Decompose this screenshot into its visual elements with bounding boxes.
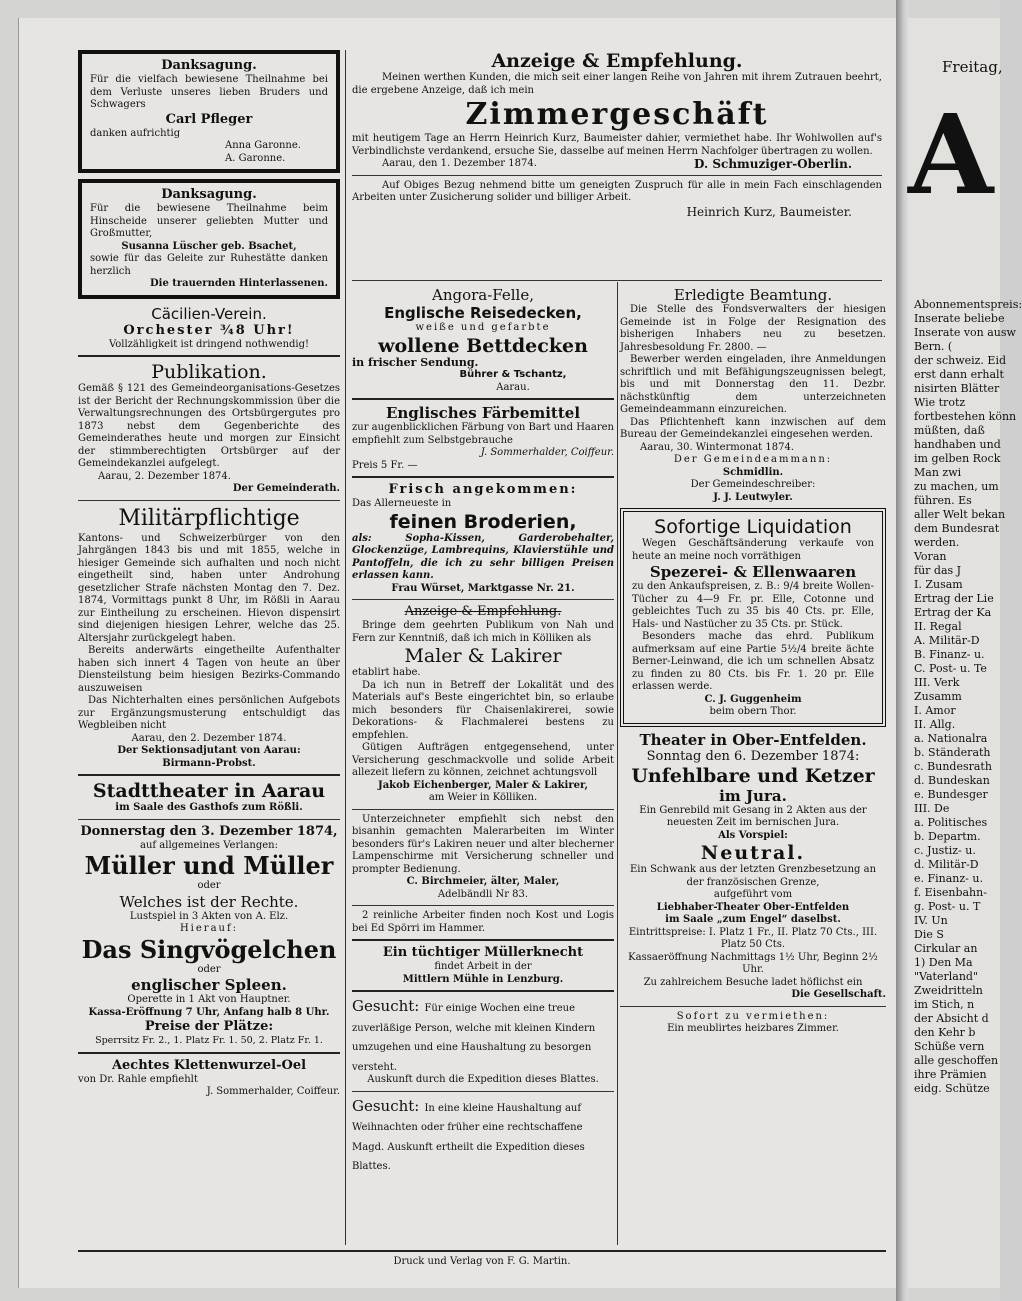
thanks-title: Danksagung. (161, 187, 257, 202)
notice-date: Aarau, 30. Wintermonat 1874. (640, 441, 794, 453)
place: beim obern Thor. (709, 706, 797, 717)
ad-text: Das Allerneueste in (352, 498, 452, 509)
next-page-line: II. Allg. (914, 718, 956, 731)
next-page-line: g. Post- u. T (914, 900, 981, 913)
ad-text: oder (197, 963, 221, 975)
caecilien-notice (78, 305, 340, 352)
ad-title: wollene Bettdecken (378, 334, 588, 357)
goods-title: Spezerei- & Ellenwaaren (649, 563, 857, 581)
prices-title: Preise der Plätze: (144, 1019, 274, 1034)
next-page-line: werden. (914, 536, 960, 549)
lamp-painter-ad (352, 814, 614, 902)
ad-title: Angora-Felle, (431, 286, 534, 304)
next-page-line: Ertrag der Ka (914, 606, 992, 619)
miller-ad (352, 945, 614, 986)
lodging-ad: 2 reinliche Arbeiter finden noch Kost und Logis bei Ed Spörri im Hammer. (352, 910, 614, 934)
next-page-line: Inserate beliebe (914, 312, 1005, 325)
ad-text: weiße und gefarbte (415, 322, 551, 333)
next-page-line: zu machen, um (914, 480, 999, 493)
ad-title: Anzeige & Empfehlung. (491, 50, 743, 72)
notice-text: Das Pflichtenheft kann inzwischen auf dem Bureau der Gemeindekanzlei eingesehen werden. (620, 416, 886, 440)
ad-title: Aechtes Klettenwurzel-Oel (111, 1057, 307, 1073)
next-page-line: Schüße vern (914, 1040, 985, 1053)
next-page-line: der schweiz. Eid (914, 354, 1007, 367)
next-page-line: 1) Den Ma (914, 956, 973, 969)
signature: D. Schmuziger-Oberlin. (694, 157, 852, 171)
next-page-line: für das J (914, 564, 962, 577)
next-page-line: c. Bundesrath (914, 760, 992, 773)
ad-text: Gütigen Aufträgen entgegensehend, unter Versicherung geschmackvolle und solide Arbeit allezeit liefern zu können, zeichnet achtungsvoll (352, 742, 614, 778)
signature: Anna Garonne. (225, 140, 301, 151)
business-name: Zimmergeschäft (465, 97, 769, 132)
next-page-line: a. Politisches (914, 816, 988, 829)
performance-date: Donnerstag den 3. Dezember 1874, (80, 823, 338, 839)
place: am Weier in Kölliken. (428, 792, 538, 803)
next-page-line: müßten, daß (914, 424, 985, 437)
ad-text: Da ich nun in Betreff der Lokalität und des Materials auf's Beste eingerichtet bin, so erlaube mich besonders für Chaisenlakirerei, sowie Dekorations- & Flachmalerei bestens zu empfehlen. (352, 679, 614, 741)
wanted-ad-1 (352, 996, 614, 1087)
signature: Jakob Eichenberger, Maler & Lakirer, (377, 779, 589, 791)
trade-title: Maler & Lakirer (404, 645, 562, 667)
ad-text: Operette in 1 Akt von Hauptner. (127, 994, 291, 1005)
ad-times: Kassa-Eröffnung 7 Uhr, Anfang halb 8 Uhr. (88, 1006, 330, 1018)
notice-date: Aarau, den 2. Dezember 1874. (131, 732, 287, 744)
notice-title: Publikation. (151, 361, 267, 383)
next-page-line: e. Bundesger (914, 788, 988, 801)
club-title: Cäcilien-Verein. (151, 304, 267, 323)
ad-title: Gesucht: (352, 1096, 420, 1115)
next-page-line: nisirten Blätter (914, 382, 1000, 395)
next-page-line: Bern. ( (914, 340, 953, 353)
notice-text: Kantons- und Schweizerbürger von den Jahrgängen 1843 bis und mit 1855, welche in hiesiger Gemeinde sich aufhalten und noch nicht eingetheilt sind, haben unter Androhung gesetzlicher Strafe nächsten Montag den 7. Dez. 1874, Vormittags punkt 8 Uhr, im Rößli in Aarau zur Eintheilung zu erscheinen. Hievon dispensirt sind diejenigen hiesigen Lehrer, welche das 25. Altersjahr zurückgelegt haben. (78, 532, 340, 644)
next-page-line: III. De (914, 802, 950, 815)
column-1 (78, 50, 340, 1099)
next-page-line: Voran (914, 550, 947, 563)
theater-aarau-ad (78, 780, 340, 1048)
next-page-line: im gelben Rock (914, 452, 1001, 465)
ad-text: in frischer Sendung. (352, 355, 479, 369)
next-page-line: f. Eisenbahn- (914, 886, 987, 899)
notice-title: Militärpflichtige (118, 505, 300, 531)
thanks-notice-1 (78, 50, 340, 173)
ad-text: Ein Schwank aus der letzten Grenzbesetzung an der französischen Grenze, (629, 864, 877, 888)
play-title: Das Singvögelchen (81, 934, 337, 964)
ad-text: Auf Obiges Bezug nehmend bitte um geneigten Zuspruch für alle in mein Fach einschlagenden Arbeiten unter Zusicherung solider und billiger Arbeit. (352, 179, 882, 203)
next-page-line: den Kehr b (914, 1026, 976, 1039)
location: im Saale „zum Engel“ daselbst. (665, 914, 841, 925)
ad-title: Anzeige & Empfehlung. (404, 604, 562, 619)
notice-text: Gemäß § 121 des Gemeindeorganisations-Gesetzes ist der Bericht der Rechnungskommission über die Verwaltungsrechnungen des Ortsbürgergutes pro 1873 nebst dem Gegenberichte des Gemeinderathes heute und morgen zur Einsicht der stimmberechtigten Ortsbürger auf der Gemeindekanzlei aufgelegt. (78, 383, 340, 469)
next-page-line: eidg. Schütze (914, 1082, 990, 1095)
signature: Der Sektionsadjutant von Aarau: (117, 745, 301, 756)
column-2 (352, 286, 614, 1174)
ad-text: Wegen Geschäftsänderung verkaufe von heute an meine noch vorräthigen (632, 538, 874, 562)
signature: Die trauernden Hinterlassenen. (149, 278, 328, 289)
room-rent-ad (620, 1011, 886, 1036)
ad-title: Sofortige Liquidation (654, 516, 852, 538)
signature: Der Gemeinderath. (232, 483, 340, 494)
column-rule (345, 50, 346, 1245)
signature-role: Der Gemeindeammann: (673, 454, 833, 465)
next-page-line: der Absicht d (914, 1012, 989, 1025)
play-title: Müller und Müller (84, 851, 334, 880)
next-page-line: Wie trotz (914, 396, 966, 409)
ad-title: Theater in Ober-Entfelden. (639, 730, 867, 749)
military-notice (78, 505, 340, 771)
next-page-line: im Stich, n (914, 998, 975, 1011)
notice-text: Die Stelle des Fondsverwalters der hiesigen Gemeinde ist in Folge der Resignation des bisherigen Inhabers neu zu besetzen. Jahresbesoldung Fr. 2800. — (620, 304, 886, 353)
thanks-text: Für die bewiesene Theilnahme beim Hinscheide unserer geliebten Mutter und Großmutter, (90, 203, 328, 239)
ad-text: In eine kleine Haushaltung auf Weihnachten oder früher eine rechtschaffene Magd. Auskunft ertheilt die Expedition dieses Blattes. (352, 1102, 585, 1172)
thanks-text: sowie für das Geleite zur Ruhestätte danken herzlich (90, 253, 328, 277)
ad-date: Aarau, den 1. Dezember 1874. (382, 158, 537, 169)
next-page-line: d. Bundeskan (914, 774, 990, 787)
next-page-line: aller Welt bekan (914, 508, 1006, 521)
ad-text: mit heutigem Tage an Herrn Heinrich Kurz, Baumeister dahier, vermiethet habe. Ihr Wohlwollen auf's Verbindlichste verdankend, ersuche Sie, dasselbe auf meinen Herrn Nachfolger übertragen zu wollen. (352, 133, 882, 157)
performance-date: Sonntag den 6. Dezember 1874: (646, 748, 860, 764)
signature: C. Birchmeier, älter, Maler, (406, 876, 560, 887)
next-page-line: Die S (914, 928, 944, 941)
ad-text: etablirt habe. (352, 667, 421, 678)
dye-ad (352, 404, 614, 472)
signature: J. Sommerhalder, Coiffeur. (480, 447, 614, 458)
ad-times: Kassaeröffnung Nachmittags 1½ Uhr, Beginn 2½ Uhr. (628, 951, 878, 975)
signature-role: Der Gemeindeschreiber: (690, 479, 816, 490)
next-page-line: b. Ständerath (914, 746, 991, 759)
next-page-line: d. Militär-D (914, 858, 979, 871)
play-subtitle: Welches ist der Rechte. (119, 892, 299, 911)
ad-text: zu den Ankaufspreisen, z. B.: 9/4 breite Wollen-Tücher zu 4—9 Fr. pr. Elle, Cotonne und gebleichtes Tuch zu 35 bis 40 Cts. pr. Elle, Hals- und Nastücher zu 35 Cts. pr. Stück. (632, 581, 874, 630)
ad-text: Meinen werthen Kunden, die mich seit einer langen Reihe von Jahren mit ihrem Zutrauen beehrt, die ergebene Anzeige, daß ich mein (352, 72, 882, 96)
ad-text: Ein meublirtes heizbares Zimmer. (667, 1023, 839, 1034)
signature: J. Sommerhalder, Coiffeur. (206, 1086, 340, 1097)
ad-text: Als Vorspiel: (718, 829, 788, 841)
ad-title: Englisches Färbemittel (385, 404, 581, 422)
column-rule (617, 282, 618, 1245)
ad-subtitle: im Saale des Gasthofs zum Rößli. (115, 802, 303, 813)
notice-text: Bereits anderwärts eingetheilte Aufenthalter haben sich innert 4 Tagen von heute an über Diensteilstung beim hiesigen Bezirks-Commando auszuweisen (78, 645, 340, 694)
next-page-line: Zweidritteln (914, 984, 983, 997)
next-page-line: C. Post- u. Te (914, 662, 987, 675)
ad-text: Bringe dem geehrten Publikum von Nah und Fern zur Kenntniß, daß ich mich in Kölliken als (352, 620, 614, 644)
vacancy-notice (620, 286, 886, 504)
prices: Sperrsitz Fr. 2., 1. Platz Fr. 1. 50, 2. Platz Fr. 1. (95, 1035, 323, 1046)
next-page-line: führen. Es (914, 494, 972, 507)
next-page-line: alle geschoffen (914, 1054, 999, 1067)
next-page-line: fortbestehen könn (914, 410, 1017, 423)
column-3 (620, 286, 886, 1036)
price: Preis 5 Fr. — (352, 459, 418, 471)
ad-text: als: Sopha-Kissen, Garderobehalter, Glockenzüge, Lambrequins, Klavierstühle und Pantoffeln, die ich zu sehr billigen Preisen erlassen kann. (352, 532, 614, 581)
next-page-line: I. Zusam (914, 578, 963, 591)
next-page-line: Man zwi (914, 466, 962, 479)
imprint: Druck und Verlag von F. G. Martin. (393, 1256, 571, 1267)
next-page-line: dem Bundesrat (914, 522, 1000, 535)
play-title: Neutral. (700, 842, 806, 864)
ad-text: Besonders mache das ehrd. Publikum aufmerksam auf eine Partie 5½/4 breite ächte Berner-Leinwand, die ich um schnellen Absatz zu finden zu 80 Cts. bis Fr. 1. 20 pr. Elle erlassen werde. (632, 631, 874, 692)
carpentry-announcement (352, 50, 882, 219)
next-page-line: a. Nationalra (914, 732, 988, 745)
publication-notice (78, 361, 340, 496)
next-page-line: e. Finanz- u. (914, 872, 983, 885)
painter-ad (352, 604, 614, 805)
thanks-notice-2 (78, 179, 340, 299)
ad-text: findet Arbeit in der (434, 961, 532, 972)
ad-text: von Dr. Rahle empfiehlt (78, 1073, 198, 1085)
note: Vollzähligkeit ist dringend nothwendig! (108, 338, 310, 350)
liquidation-ad (620, 508, 886, 727)
place: Adelbändli Nr 83. (437, 888, 529, 900)
oil-ad (78, 1058, 340, 1099)
ad-title: Stadttheater in Aarau (92, 780, 326, 802)
signature: C. J. Guggenheim (704, 693, 802, 705)
notice-date: Aarau, 2. Dezember 1874. (98, 470, 231, 482)
prices: Eintrittspreise: I. Platz 1 Fr., II. Platz 70 Cts., III. Platz 50 Cts. (628, 926, 878, 950)
ad-text: Auskunft durch die Expedition dieses Blattes. (367, 1074, 599, 1085)
ad-text: Ein Genrebild mit Gesang in 2 Akten aus der neuesten Zeit im bernischen Jura. (639, 804, 867, 828)
next-page-line: Zusamm (914, 690, 962, 703)
next-page-line: Cirkular an (914, 942, 978, 955)
ad-text: zur augenblicklichen Färbung von Bart und Haaren empfiehlt zum Selbstgebrauche (352, 422, 614, 446)
ad-title: feinen Broderien, (389, 510, 577, 533)
thanks-text: Für die vielfach bewiesene Theilnahme bei dem Verluste unseres lieben Bruders und Schwagers (90, 74, 328, 110)
next-page-line: c. Justiz- u. (914, 844, 976, 857)
place: Aarau. (496, 381, 530, 393)
next-page-line: "Vaterland" (914, 970, 979, 983)
company: Liebhaber-Theater Ober-Entfelden (656, 901, 850, 913)
ad-text: Für einige Wochen eine treue zuverläßige Person, welche mit kleinen Kindern umzugehen und eine Haushaltung zu besorgen versteht. (352, 1003, 596, 1073)
ad-text: Unterzeichneter empfiehlt sich nebst den bisanhin gemachten Malerarbeiten im Winter besonders für's Lakiren neuer und alter blecherner Lampenschirme mit Versicherung schneller und prompter Bedienung. (352, 813, 614, 875)
signature: Birmann-Probst. (162, 757, 256, 769)
next-page-line: erst dann erhalt (914, 368, 1004, 381)
signature: Frau Würset, Marktgasse Nr. 21. (391, 582, 575, 594)
angora-ad (352, 286, 614, 394)
book-spine (896, 0, 908, 1301)
ad-text: Zu zahlreichem Besuche ladet höflichst ein (643, 976, 863, 988)
ad-text: Lustspiel in 3 Akten von A. Elz. (129, 910, 289, 922)
signature: A. Garonne. (225, 152, 286, 164)
next-page-edge (908, 18, 1022, 1288)
next-page-line: Ertrag der Lie (914, 592, 994, 605)
next-page-line: III. Verk (914, 676, 960, 689)
deceased-name: Susanna Lüscher geb. Bsachet, (121, 240, 297, 252)
next-page-line: II. Regal (914, 620, 962, 633)
theater-entfelden-ad (620, 731, 886, 1002)
place: Mittlern Mühle in Lenzburg. (402, 973, 564, 985)
next-page-line: A. Militär-D (914, 634, 980, 647)
next-page-line: Inserate von ausw (914, 326, 1016, 339)
ad-text: Hierauf: (179, 923, 239, 934)
ad-title: Ein tüchtiger Müllerknecht (382, 945, 584, 960)
signature: Die Gesellschaft. (791, 989, 886, 1000)
signature: J. J. Leutwyler. (713, 491, 793, 503)
next-page-line: b. Departm. (914, 830, 981, 843)
signature: Heinrich Kurz, Baumeister. (686, 204, 852, 219)
next-page-day: Freitag, (942, 58, 1003, 76)
thanks-line: danken aufrichtig (90, 127, 181, 139)
ad-title: Frisch angekommen: (388, 482, 578, 497)
notice-text: Das Nichterhalten eines persönlichen Aufgebots zur Ergänzungsmusterung entschuldigt das Wegbleiben nicht (78, 695, 340, 731)
wanted-ad-2 (352, 1096, 614, 1174)
rehearsal-time: Orchester ¾8 Uhr! (123, 322, 295, 338)
ad-title: Gesucht: (352, 997, 420, 1015)
play-subtitle: im Jura. (719, 786, 787, 805)
ad-text: oder (197, 880, 221, 891)
signature: Schmidlin. (722, 466, 784, 478)
next-page-text (908, 298, 1022, 1096)
ad-title: Englische Reisedecken, (384, 304, 582, 322)
notice-title: Erledigte Beamtung. (673, 286, 833, 304)
next-page-masthead: A (908, 90, 994, 219)
next-page-line: I. Amor (914, 704, 956, 717)
play-subtitle: englischer Spleen. (131, 976, 287, 994)
signature: Bührer & Tschantz, (459, 369, 567, 380)
notice-text: Bewerber werden eingeladen, ihre Anmeldungen schriftlich und mit Befähigungszeugnissen belegt, bis und mit Donnerstag den 11. Dezbr. nächstkünftig dem unterzeichneten Gemeindeammann einzureichen. (620, 354, 886, 415)
embroidery-ad (352, 482, 614, 595)
next-page-line: handhaben und (914, 438, 1001, 451)
thanks-title: Danksagung. (161, 58, 257, 73)
next-page-line: Abonnementspreis: (914, 298, 1022, 311)
play-title: Unfehlbare und Ketzer (631, 764, 875, 787)
deceased-name: Carl Pfleger (165, 111, 253, 127)
ad-text: aufgeführt vom (713, 889, 793, 900)
next-page-line: IV. Un (914, 914, 948, 927)
ad-title: Sofort zu vermiethen: (676, 1010, 830, 1022)
next-page-line: B. Finanz- u. (914, 648, 985, 661)
ad-text: auf allgemeines Verlangen: (140, 839, 278, 851)
next-page-line: ihre Prämien (914, 1068, 987, 1081)
